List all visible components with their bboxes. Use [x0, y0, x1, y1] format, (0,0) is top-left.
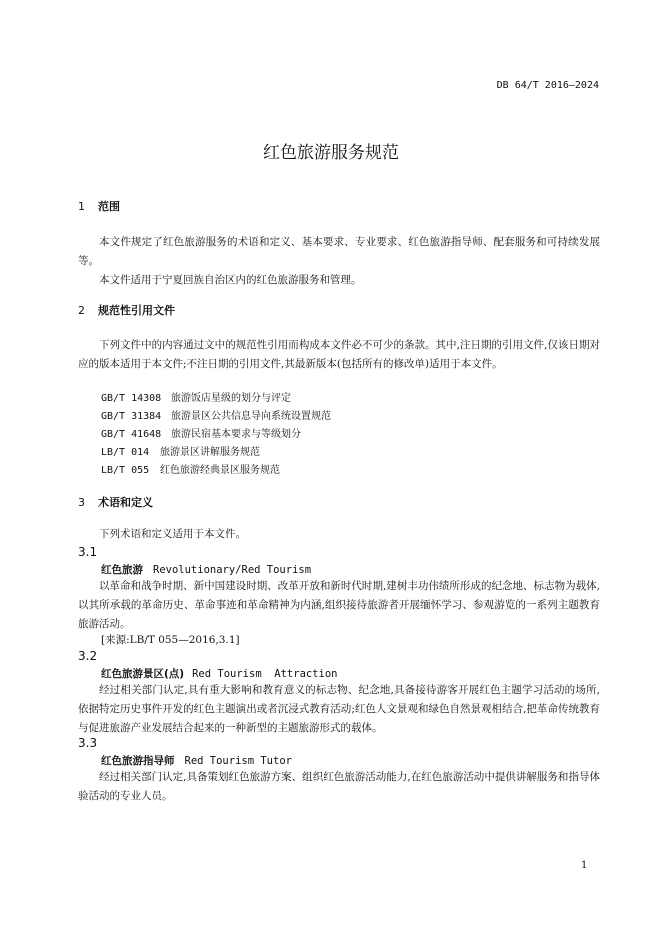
term-definition — [78, 768, 600, 806]
paragraph: 下列文件中的内容通过文中的规范性引用而构成本文件必不可少的条款。其中,注日期的引用文件,仅该日期对应的版本适用于本文件;不注日期的引用文件,其最新版本(包括所有的修改单)适用于本文件。 — [78, 339, 600, 370]
term-name-zh: 红色旅游指导师 — [101, 755, 175, 767]
reference-item — [101, 425, 301, 440]
section-title: 术语和定义 — [98, 496, 153, 509]
reference-title: 旅游民宿基本要求与等级划分 — [171, 429, 301, 440]
term-title — [101, 666, 338, 681]
reference-code: GB/T 31384 — [101, 411, 162, 422]
term-name-en: Red Tourism Tutor — [184, 755, 292, 767]
reference-item — [101, 407, 331, 422]
reference-title: 红色旅游经典景区服务规范 — [160, 465, 280, 476]
page-number: 1 — [581, 860, 588, 871]
reference-code: GB/T 41648 — [101, 429, 162, 440]
term-title — [101, 562, 311, 577]
reference-item — [101, 389, 291, 404]
reference-title: 旅游景区公共信息导向系统设置规范 — [171, 411, 331, 422]
term-name-zh: 红色旅游 — [101, 564, 143, 576]
paragraph: 以革命和战争时期、新中国建设时期、改革开放和新时代时期,建树丰功伟绩所形成的纪念地、标志物为载体,以其所承载的革命历史、革命事迹和革命精神为内涵,组织接待旅游者开展缅怀学习、参观游览的一系列主题教育旅游活动。 — [78, 580, 600, 630]
term-number: 3.2 — [78, 649, 98, 663]
reference-code: GB/T 14308 — [101, 393, 162, 404]
section-number: 3 — [78, 496, 85, 509]
page-title: 红色旅游服务规范 — [263, 143, 399, 163]
reference-title: 旅游景区讲解服务规范 — [160, 447, 260, 458]
reference-item — [101, 443, 260, 458]
document-code: DB 64/T 2016—2024 — [496, 80, 599, 91]
section-2-body — [78, 336, 600, 374]
reference-item — [101, 461, 280, 476]
paragraph: 经过相关部门认定,具备策划红色旅游方案、组织红色旅游活动能力,在红色旅游活动中提供讲解服务和指导体验活动的专业人员。 — [78, 771, 600, 802]
paragraph: 本文件适用于宁夏回族自治区内的红色旅游服务和管理。 — [99, 274, 362, 286]
section-title: 规范性引用文件 — [98, 304, 175, 317]
section-number: 2 — [78, 304, 85, 317]
reference-code: LB/T 014 — [101, 447, 150, 458]
paragraph: 下列术语和定义适用于本文件。 — [99, 528, 246, 540]
term-number: 3.1 — [78, 545, 98, 559]
reference-code: LB/T 055 — [101, 465, 150, 476]
section-title: 范围 — [98, 200, 120, 213]
section-3-intro — [78, 525, 600, 544]
term-definition — [78, 681, 600, 738]
term-title — [101, 753, 292, 768]
term-name-en: Red Tourism Attraction — [192, 668, 338, 680]
section-heading-3 — [78, 494, 153, 510]
term-number: 3.3 — [78, 736, 98, 750]
term-definition — [78, 577, 600, 634]
section-1-body — [78, 233, 600, 290]
section-heading-1 — [78, 198, 120, 214]
term-name-zh: 红色旅游景区(点) — [101, 668, 185, 680]
reference-title: 旅游饭店星级的划分与评定 — [171, 393, 291, 404]
section-heading-2 — [78, 302, 175, 318]
paragraph: 经过相关部门认定,具有重大影响和教育意义的标志物、纪念地,具备接待游客开展红色主题学习活动的场所,依据特定历史事件开发的红色主题演出或者沉浸式教育活动;红色人文景观和绿色自然景观相结合,把革命传统教育与促进旅游产业发展结合起来的一种新型的主题旅游形式的载体。 — [78, 684, 600, 734]
term-source: [来源:LB/T 055—2016,3.1] — [101, 634, 240, 646]
paragraph: 本文件规定了红色旅游服务的术语和定义、基本要求、专业要求、红色旅游指导师、配套服务和可持续发展等。 — [78, 236, 600, 267]
section-number: 1 — [78, 200, 85, 213]
term-name-en: Revolutionary/Red Tourism — [153, 564, 312, 576]
